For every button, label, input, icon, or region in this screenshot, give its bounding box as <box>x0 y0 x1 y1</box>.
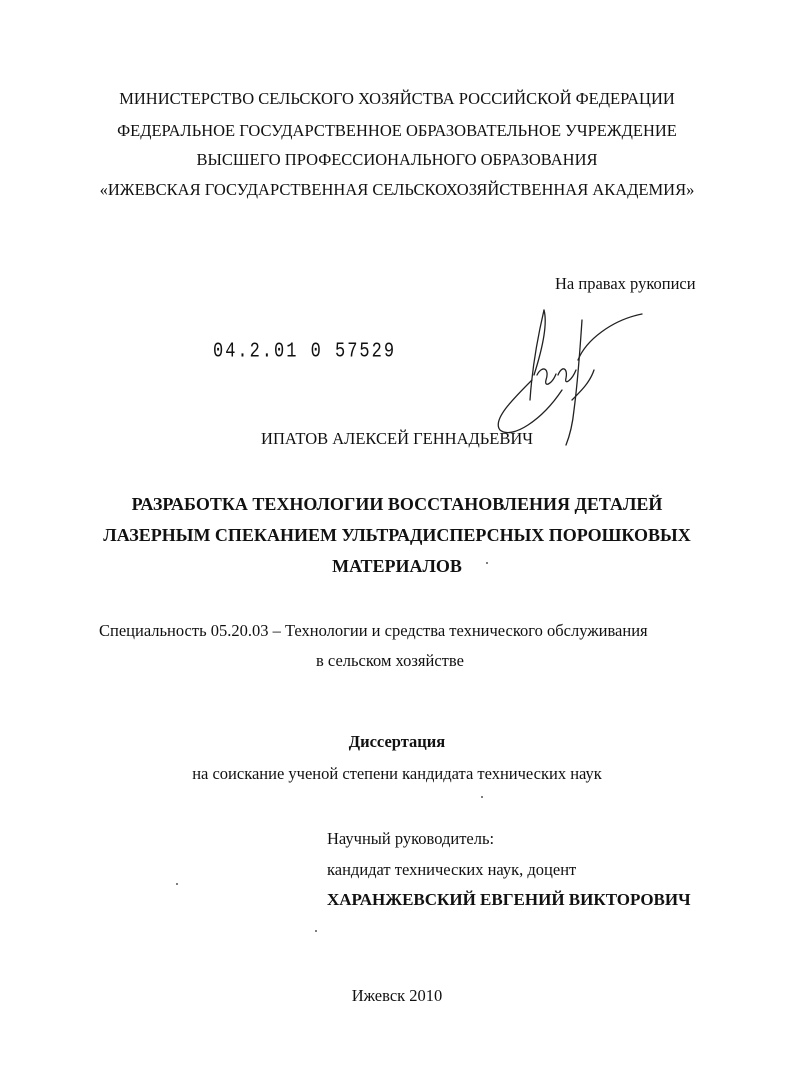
scan-speck <box>176 883 178 885</box>
academy-name-line: «ИЖЕВСКАЯ ГОСУДАРСТВЕННАЯ СЕЛЬСКОХОЗЯЙСТВЕННАЯ АКАДЕМИЯ» <box>99 180 695 199</box>
supervisor-label: Научный руководитель: <box>327 829 495 848</box>
signature <box>482 280 652 450</box>
registration-stamp: 04.2.01 0 57529 <box>213 340 397 364</box>
city-year: Ижевск 2010 <box>351 986 443 1005</box>
author-name: ИПАТОВ АЛЕКСЕЙ ГЕННАДЬЕВИЧ <box>261 429 533 448</box>
supervisor-credentials: кандидат технических наук, доцент <box>327 860 577 879</box>
thesis-title-line-2: ЛАЗЕРНЫМ СПЕКАНИЕМ УЛЬТРАДИСПЕРСНЫХ ПОРОШКОВЫХ <box>103 525 691 545</box>
manuscript-note: На правах рукописи <box>555 274 696 293</box>
thesis-title-line-3: МАТЕРИАЛОВ <box>332 556 462 576</box>
scan-speck <box>481 796 483 798</box>
work-type: Диссертация <box>348 732 446 751</box>
specialty-line-2: в сельском хозяйстве <box>316 651 464 670</box>
ministry-line: МИНИСТЕРСТВО СЕЛЬСКОГО ХОЗЯЙСТВА РОССИЙСКОЙ ФЕДЕРАЦИИ <box>119 89 675 108</box>
thesis-title-line-1: РАЗРАБОТКА ТЕХНОЛОГИИ ВОССТАНОВЛЕНИЯ ДЕТАЛЕЙ <box>131 494 663 514</box>
institution-type-line: ФЕДЕРАЛЬНОЕ ГОСУДАРСТВЕННОЕ ОБРАЗОВАТЕЛЬНОЕ УЧРЕЖДЕНИЕ <box>117 121 677 140</box>
specialty-line-1: Специальность 05.20.03 – Технологии и средства технического обслуживания <box>99 621 648 640</box>
scan-speck <box>486 562 488 564</box>
degree-line: на соискание ученой степени кандидата технических наук <box>192 764 602 783</box>
education-level-line: ВЫСШЕГО ПРОФЕССИОНАЛЬНОГО ОБРАЗОВАНИЯ <box>196 150 598 169</box>
supervisor-name: ХАРАНЖЕВСКИЙ ЕВГЕНИЙ ВИКТОРОВИЧ <box>327 890 691 909</box>
scan-speck <box>315 930 317 932</box>
